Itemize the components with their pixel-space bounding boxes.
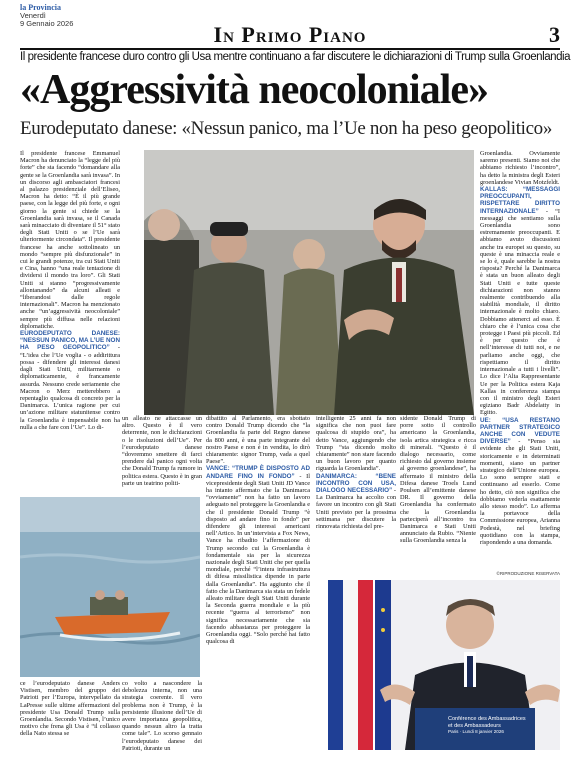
column-4-text-a: intelligente 25 anni fa non significa che non puoi fare qualcosa di stupido ora”, ha detto Vance, aggiungendo che Trump “sta dicendo molto chiaramente” non stare facendo un buon lavoro per quanto riguarda la Groenlandia”. bbox=[316, 415, 396, 473]
column-3-text-a: dibattito al Parlamento, era sbottato contro Donald Trump dicendo che “la Groenlandia fa parte del Regno danese da 800 anni, è una parte integrante del nostro Paese e non è in vendita, lo dirò chiaramente: signor Trump, vada a quel Paese”. bbox=[206, 415, 310, 466]
podium-banner-line3: Paris · Lundi 8 janvier 2026 bbox=[448, 729, 504, 734]
column-7-text: ce l’eurodeputato danese Anders Vistisen, membro del gruppo dei Patrioti per l’Europa, intervpellato da LaPresse sulle ultime affermazioni del presidente Usa Donald Trump sulla Groenlandia. Secondo Vistisen, l’unico motivo che frena gli Usa è “il collasso della Nato stessa se bbox=[20, 680, 120, 738]
column-8-text: co volto a nascondere la debolezza interna, non una strategia coerente. Il vero problema non è Trump, è la persistente illusione dell’Ue di avere importanza geopolitica, quando nessun altro la tratta come tale”. Lo scorso gennaio l’eurodeputato danese dei Patrioti, durante un bbox=[122, 680, 202, 752]
kicker: Il presidente francese duro contro gli Usa mentre continuano a far discutere le dichiarazioni di Trump sulla Groenlandia bbox=[20, 51, 571, 63]
photo-macron bbox=[320, 580, 560, 750]
column-2 bbox=[122, 415, 202, 495]
deck: Eurodeputato danese: «Nessun panico, ma l’Ue non ha peso geopolitico» bbox=[20, 118, 552, 139]
column-1-text-b: - “L’idea che l’Ue voglia - o addirittura possa - difendere gli interessi danesi dagli Stati Uniti, militarmente o diplomaticamente, è francamente assurda. Nessuno crede seriamente che Macron o Merz metterebbero a repentaglio qualcosa di concreto per la Danimarca. L’unica ragione per cui un’azione militare statunitense contro la Groenlandia è impensabile non ha nulla a che fare con l’Ue”. Lo di- bbox=[20, 344, 120, 431]
photo-vance bbox=[144, 150, 474, 415]
podium-banner-line2: et des Ambassadeurs bbox=[448, 722, 501, 729]
column-3-text-b: - Il vicepresidente degli Stati Uniti JD Vance ha intanto affermato che la Danimarca “ovviamente” non ha fatto un lavoro adeguato nel proteggere la Groenlandia e che il presidente Donald Trump “è disposto ad andare fino in fondo” per difendere gli interessi americani nell’Artico. In un’intervista a Fox News, Vance ha ribadito l’affermazione di Trump secondo cui la Groenlandia è fondamentale sia per la sicurezza nazionale degli Stati Uniti che per quella mondiale, perché “l’intera infrastruttura di difesa missilistica dipende in parte dalla Groenlandia”. Ha aggiunto che il fatto che la Danimarca sia stata un fedele alleato militare degli Stati Uniti durante la Seconda guerra mondiale e la più recente “guerra al terrorismo” non significa necessariamente che sia facendo abbastanza per proteggere la Groenlandia oggi. “Solo perché hai fatto qualcosa di bbox=[206, 472, 310, 646]
column-6-text-c: - “Penso sia evidente che gli Stati Uniti, storicamente e in determinati momenti, siano un partner strategico dell’Unione europea. Lo sono sempre stati e continuano ad esserlo. Come ho detto, ciò non significa che dobbiamo vederla esattamente allo stesso modo”. Lo afferma la portavoce della Commissione europea, Arianna Podestà, nel briefing quotidiano con la stampa, rispondendo a una domanda. bbox=[480, 438, 560, 546]
photo-boat-art bbox=[20, 497, 200, 677]
column-6 bbox=[480, 150, 560, 570]
column-6-text-b: - “I messaggi che sentiamo sulla Groenlandia sono estremamente preoccupanti. E abbiamo avuto discussioni anche tra europei su questo, su queste è una minaccia reale e se lo è, quale sarebbe la nostra risposta? Perché la Danimarca è stata un buon alleato degli Stati Uniti e tutte queste dichiarazioni non stanno realmente contribuendo alla stabilità mondiale, il diritto internazionale è molto chiaro. Dobbiamo attenerci ad esso. È chiaro che è l’unica cosa che protegge i Paesi più piccoli. Ed è per questo che è nell’interesse di tutti noi, e ne parliamo anche oggi, che rispettiamo il diritto internazionale a tutti i livelli”. Lo dice l’Alta Rappresentante Ue per la Politica estera Kaja Kallas in conferenza stampa con il ministro degli Esteri egiziano Badr Abdelatty in Egitto. bbox=[480, 207, 560, 417]
header-rule bbox=[20, 48, 560, 50]
issue-date: 9 Gennaio 2026 bbox=[20, 19, 74, 28]
issue-day: Venerdì bbox=[20, 11, 46, 20]
column-2-text: un alleato ne attaccasse un altro. Questo è il vero deterrente, non le dichiarazioni o le risoluzioni dell’Ue”. Per l’eurodeputato danese “dovremmo smettere di farci prendere dal panico ogni volta che Donald Trump fa rumore in politica estera. Questo è in gran parte un teatrino politi- bbox=[122, 415, 202, 487]
subhead-eurodeputato: EURODEPUTATO DANESE: “NESSUN PANICO, MA L’UE NON HA PESO GEOPOLITICO” bbox=[20, 330, 120, 352]
column-3 bbox=[206, 415, 310, 760]
subhead-vance: VANCE: “TRUMP È DISPOSTO AD ANDARE FINO IN FONDO” bbox=[206, 465, 310, 480]
column-4 bbox=[316, 415, 396, 575]
section-title: In Primo Piano bbox=[213, 22, 367, 47]
subhead-ue: UE: “USA RESTANO PARTNER STRATEGICO ANCHE CON VEDUTE DIVERSE” bbox=[480, 416, 560, 446]
column-5-text: sidente Donald Trump di porre sotto il controllo americano la Groenlandia, isola artica strategica e ricca di minerali. “Questo è il dialogo necessario, come richiesto dal governo insieme al governo groenlandese”, ha affermato il ministro della Difesa danese Troels Lund Poulsen all’emittente danese DR. Il governo della Groenlandia ha confermato che la Groenlandia parteciperà all’incontro tra Danimarca e Stati Uniti annunciato da Rubio. “Niente sulla Groenlandia senza la bbox=[400, 415, 476, 545]
column-5 bbox=[400, 415, 476, 575]
brand-logo: la Provincia bbox=[20, 3, 61, 12]
page-number: 3 bbox=[549, 22, 560, 47]
photo-boat bbox=[20, 497, 200, 677]
column-8 bbox=[122, 680, 202, 760]
photo-vance-art bbox=[144, 150, 474, 415]
column-6-text-a: Groenlandia. Ovviamente saremo presenti. Siamo noi che abbiamo richiesto l’incontro”, ha detto la ministra degli Esteri groenlandese Vivian Motzfeldt. bbox=[480, 150, 560, 186]
column-7 bbox=[20, 680, 120, 760]
column-1-text-a: Il presidente francese Emmanuel Macron ha denunciato la “legge del più forte” che sta facendo “domandare alla gente se la Groenlandia sarà invasa”. In un discorso agli ambasciatori francesi al palazzo presidenziale dell’Eliseo, Macron ha detto: “È il più grande paese, con la legge del più forte, e ogni giorno la gente si chiede se la Groenlandia sarà invasa, se il Canada sarà minacciato di diventare il 51° stato degli Stati Uniti o se l’Ue sarà ulteriormente circondata”. Il presidente francese ha anche sottolineato un mondo “sempre più disfunzionale” in cui le grandi potenze, tra cui Stati Uniti e Cina, hanno “una reale tentazione di dividersi il mondo tra loro”. Gli Stati Uniti si stanno “progressivamente allontanando” da alcuni alleati e “liberandosi dalle regole internazionali”. Macron ha menzionato anche “un’aggressività neocoloniale” sempre più diffusa nelle relazioni diplomatiche. bbox=[20, 150, 120, 330]
copyright-caption: ©RIPRODUZIONE RISERVATA bbox=[496, 571, 560, 576]
subhead-danimarca: DANIMARCA: “BENE INCONTRO CON USA, DIALOGO NECESSARIO” bbox=[316, 472, 396, 495]
podium-banner bbox=[448, 716, 548, 736]
podium-banner-line1: Conférence des Ambassadrices bbox=[448, 716, 526, 722]
subhead-kallas: KALLAS: “MESSAGGI PREOCCUPANTI, RISPETTARE DIRITTO INTERNAZIONALE” bbox=[480, 186, 560, 215]
column-4-text-b: - La Danimarca ha accolto con favore un incontro con gli Stati Uniti previsto per la prossima settimana per discutere la rinnovata richiesta del pre- bbox=[316, 487, 396, 531]
column-1 bbox=[20, 150, 120, 493]
headline: «Aggressività neocoloniale» bbox=[20, 67, 489, 113]
